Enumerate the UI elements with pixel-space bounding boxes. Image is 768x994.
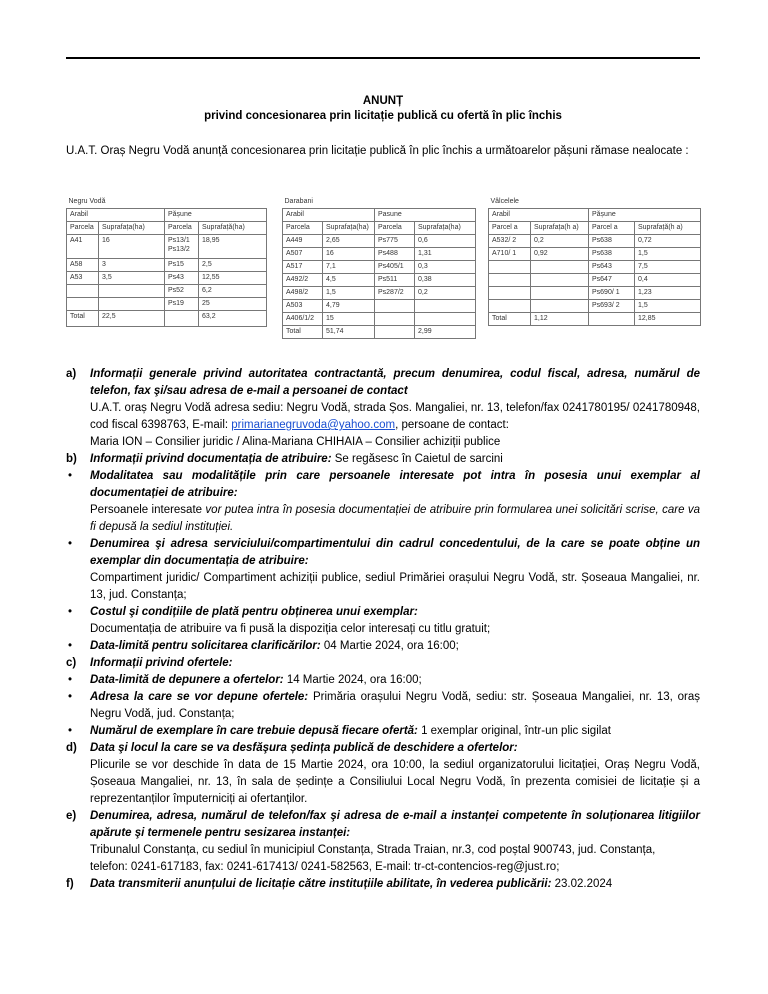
bullet-icon: •	[68, 674, 73, 686]
table-cell	[531, 300, 589, 313]
table-cell: A406/1/2	[283, 313, 323, 326]
table-header: Parcela	[67, 222, 99, 235]
table-cell	[415, 313, 476, 326]
table-row	[283, 248, 476, 261]
section-heading: Data-limită de depunere a ofertelor:	[90, 674, 284, 686]
table-cell: 1,5	[635, 300, 701, 313]
bullet-icon: •	[68, 640, 73, 652]
section-text: Plicurile se vor deschide în data de 15 Martie 2024, ora 10:00, la sediul organizatorului licitației, Oraș Negru Vodă, Șoseaua Mangaliei, nr. 13, în sala de ședințe a Consiliului Local Negru Vodă, în prezenta comisiei de licitație și a reprezentanților împuterniciți ai ofertanților.	[90, 759, 700, 805]
table-row	[67, 235, 267, 259]
table-cell: 6,2	[199, 285, 267, 298]
table-cell: Ps643	[589, 261, 635, 274]
table-cell: 1,5	[323, 287, 375, 300]
table-cell: Total	[489, 313, 531, 326]
section-text: 1 exemplar original, într-un plic sigilat	[417, 725, 611, 737]
section-heading: Data-limită pentru solicitarea clarificărilor:	[90, 640, 321, 652]
bullet-item	[66, 536, 700, 604]
table-cell: A58	[67, 259, 99, 272]
table-header: Parcel a	[589, 222, 635, 235]
section-text: U.A.T. oraș Negru Vodă adresa sediu: Negru Vodă, strada Șos. Mangaliei, nr. 13, telefon/fax 0241780195/ 0241780948, cod fiscal 6398763, E-mail:	[90, 402, 700, 431]
table-cell: 1,12	[531, 313, 589, 326]
section-heading: Denumirea, adresa, numărul de telefon/fax şi adresa de e-mail a instanței competente în soluționarea litigiilor apărute şi termenele pentru sesizarea instanței:	[90, 810, 700, 839]
contact-email-link[interactable]: primarianegruvoda@yahoo.com	[231, 419, 396, 431]
table-cell: Ps775	[375, 235, 415, 248]
announcement-body	[66, 366, 700, 893]
table-group-pasune: Pasune	[375, 209, 476, 222]
table-cell: 12,85	[635, 313, 701, 326]
table-header: Suprafața(h a)	[531, 222, 589, 235]
table-cell: A449	[283, 235, 323, 248]
table-cell: 25	[199, 298, 267, 311]
section-text: Compartiment juridic/ Compartiment achiziții publice, sediul Primăriei orașului Negru Vodă, str. Șoseaua Mangaliei, nr. 13, jud. Constanța;	[90, 572, 700, 601]
table-cell: Ps690/ 1	[589, 287, 635, 300]
table-cell: 2,99	[415, 326, 476, 339]
list-marker: e)	[66, 810, 77, 822]
parcels-table-darabani	[282, 196, 476, 339]
table-row	[283, 274, 476, 287]
table-cell: A41	[67, 235, 99, 259]
table-cell	[99, 285, 165, 298]
table-cell: Ps13/1 Ps13/2	[165, 235, 199, 259]
table-cell: 3	[99, 259, 165, 272]
bullet-item	[66, 638, 700, 655]
table-cell: 4,79	[323, 300, 375, 313]
table-cell	[531, 261, 589, 274]
table-group-arabil: Arabil	[283, 209, 375, 222]
section-text: Documentația de atribuire va fi pusă la dispoziția celor interesați cu titlu gratuit;	[90, 623, 491, 635]
table-header: Suprafața(ha)	[415, 222, 476, 235]
table-cell: 18,95	[199, 235, 267, 259]
table-cell: 4,5	[323, 274, 375, 287]
bullet-item	[66, 604, 700, 638]
section-text: Tribunalul Constanța, cu sediul în municipiul Constanța, Strada Traian, nr.3, cod poștal 900743, jud. Constanța,	[90, 844, 656, 856]
table-cell: 2,5	[199, 259, 267, 272]
parcels-table-negru-voda	[66, 196, 267, 327]
table-cell: 7,1	[323, 261, 375, 274]
section-text: Primăria orașului Negru Vodă, sediu: str. Șoseaua Mangaliei, nr. 13, oraș Negru Vodă, jud. Constanța;	[90, 691, 700, 720]
table-cell: 63,2	[199, 311, 267, 327]
table-cell	[67, 298, 99, 311]
table-group-pasune: Pășune	[165, 209, 267, 222]
list-marker: b)	[66, 453, 77, 465]
table-cell: 0,2	[415, 287, 476, 300]
table-location: Vâlcelele	[490, 198, 519, 205]
bullet-item	[66, 689, 700, 723]
table-cell	[375, 326, 415, 339]
table-cell: A507	[283, 248, 323, 261]
table-cell: 0,6	[415, 235, 476, 248]
section-text-italic: vor putea intra în posesia documentației de atribuire prin formularea unei solicitări scrise, care va fi depusă la sediul instituției.	[90, 504, 701, 533]
table-cell: 0,72	[635, 235, 701, 248]
table-cell	[489, 300, 531, 313]
contact-persons: Maria ION – Consilier juridic / Alina-Mariana CHIHAIA – Consilier achiziții publice	[90, 436, 501, 448]
table-cell: Ps43	[165, 272, 199, 285]
section-f	[66, 876, 700, 893]
section-text: Se regăsesc în Caietul de sarcini	[331, 453, 503, 465]
page-subtitle: privind concesionarea prin licitație publică cu ofertă în plic închis	[204, 110, 562, 122]
section-a	[66, 366, 700, 451]
bullet-item	[66, 723, 700, 740]
table-row	[489, 287, 701, 300]
table-cell: 16	[323, 248, 375, 261]
table-cell: Ps511	[375, 274, 415, 287]
section-heading: Informații privind ofertele:	[90, 657, 233, 669]
page-title: ANUNȚ	[362, 95, 404, 107]
table-cell: 16	[99, 235, 165, 259]
table-header: Parcela	[375, 222, 415, 235]
section-heading: Informații privind documentația de atribuire:	[90, 453, 332, 465]
table-cell	[165, 311, 199, 327]
table-cell: 51,74	[323, 326, 375, 339]
table-cell: Ps638	[589, 248, 635, 261]
section-text: , persoane de contact:	[395, 419, 509, 431]
table-cell: 22,5	[99, 311, 165, 327]
table-cell: Ps52	[165, 285, 199, 298]
table-cell: Ps638	[589, 235, 635, 248]
bullet-icon: •	[68, 470, 73, 482]
section-heading: Denumirea şi adresa serviciului/compartimentului din cadrul concedentului, de la care se poate obține un exemplar din documentația de atribuire:	[90, 538, 700, 567]
table-header: Suprafață(ha)	[199, 222, 267, 235]
table-cell: A53	[67, 272, 99, 285]
table-cell: Ps15	[165, 259, 199, 272]
bullet-icon: •	[68, 691, 73, 703]
table-row	[283, 326, 476, 339]
table-cell: A710/ 1	[489, 248, 531, 261]
table-row	[67, 272, 267, 285]
table-row	[489, 261, 701, 274]
table-row	[283, 300, 476, 313]
table-cell: Ps405/1	[375, 261, 415, 274]
parcels-table-valcelele	[488, 196, 701, 326]
table-cell: 0,38	[415, 274, 476, 287]
table-location: Darabani	[284, 198, 313, 205]
list-marker: a)	[66, 368, 77, 380]
section-text: 04 Martie 2024, ora 16:00;	[320, 640, 459, 652]
table-cell: 0,2	[531, 235, 589, 248]
table-cell: Ps287/2	[375, 287, 415, 300]
section-heading: Data transmiterii anunțului de licitație către instituțiile abilitate, în vederea publicării:	[90, 878, 552, 890]
bullet-item	[66, 672, 700, 689]
table-row	[67, 311, 267, 327]
table-header: Suprafață(h a)	[635, 222, 701, 235]
table-cell: A532/ 2	[489, 235, 531, 248]
table-cell	[415, 300, 476, 313]
table-cell	[67, 285, 99, 298]
section-heading: Data şi locul la care se va desfăşura ședința publică de deschidere a ofertelor:	[90, 742, 518, 754]
section-heading: Modalitatea sau modalitățile prin care persoanele interesate pot intra în posesia unui exemplar al documentației de atribuire:	[90, 470, 700, 499]
bullet-item	[66, 468, 700, 536]
table-cell	[589, 313, 635, 326]
table-cell: A503	[283, 300, 323, 313]
table-cell: 0,92	[531, 248, 589, 261]
section-d	[66, 740, 700, 808]
table-cell: Ps693/ 2	[589, 300, 635, 313]
table-cell: A498/2	[283, 287, 323, 300]
bullet-icon: •	[68, 538, 73, 550]
list-marker: f)	[66, 878, 74, 890]
section-e	[66, 808, 700, 876]
table-cell: Total	[283, 326, 323, 339]
section-text: telefon: 0241-617183, fax: 0241-617413/ 0241-582563, E-mail: tr-ct-contencios-reg@just.ro;	[90, 861, 560, 873]
section-heading: Informații generale privind autoritatea contractantă, precum denumirea, codul fiscal, adresa, numărul de telefon, fax şi/sau adresa de e-mail a persoanei de contact	[90, 368, 700, 397]
table-row	[283, 261, 476, 274]
table-row	[67, 259, 267, 272]
section-c	[66, 655, 700, 672]
table-cell: 7,5	[635, 261, 701, 274]
table-row	[489, 235, 701, 248]
table-cell	[531, 287, 589, 300]
table-row	[283, 287, 476, 300]
table-cell: 1,23	[635, 287, 701, 300]
table-row	[489, 300, 701, 313]
table-cell: A517	[283, 261, 323, 274]
table-cell: 0,3	[415, 261, 476, 274]
table-cell: 3,5	[99, 272, 165, 285]
table-group-pasune: Pășune	[589, 209, 701, 222]
section-b	[66, 451, 700, 468]
section-text: 14 Martie 2024, ora 16:00;	[283, 674, 422, 686]
list-marker: c)	[66, 657, 77, 669]
bullet-icon: •	[68, 606, 73, 618]
section-text: 23.02.2024	[551, 878, 613, 890]
table-location: Negru Vodă	[68, 198, 106, 205]
table-row	[283, 313, 476, 326]
table-row	[489, 313, 701, 326]
table-cell	[489, 261, 531, 274]
table-row	[489, 248, 701, 261]
table-cell: Ps19	[165, 298, 199, 311]
list-marker: d)	[66, 742, 77, 754]
table-row	[67, 285, 267, 298]
table-row	[489, 274, 701, 287]
table-header: Parcel a	[489, 222, 531, 235]
table-cell	[375, 300, 415, 313]
table-header: Suprafața(ha)	[99, 222, 165, 235]
table-cell: Total	[67, 311, 99, 327]
table-cell: 12,55	[199, 272, 267, 285]
table-group-arabil: Arabil	[489, 209, 589, 222]
table-cell: A492/2	[283, 274, 323, 287]
table-cell	[489, 274, 531, 287]
table-cell: Ps488	[375, 248, 415, 261]
table-cell: Ps647	[589, 274, 635, 287]
section-heading: Adresa la care se vor depune ofertele:	[90, 691, 309, 703]
table-row	[67, 298, 267, 311]
table-cell: 15	[323, 313, 375, 326]
table-header: Parcela	[283, 222, 323, 235]
table-cell: 1,5	[635, 248, 701, 261]
table-row	[283, 235, 476, 248]
bullet-icon: •	[68, 725, 73, 737]
intro-paragraph: U.A.T. Oraș Negru Vodă anunță concesionarea prin licitație publică în plic închis a următoarelor pășuni rămase nealocate :	[66, 145, 689, 157]
table-header: Suprafața(ha)	[323, 222, 375, 235]
section-heading: Costul şi condițiile de plată pentru obținerea unui exemplar:	[90, 606, 418, 618]
table-cell: 1,31	[415, 248, 476, 261]
header-rule	[66, 57, 700, 59]
table-cell	[489, 287, 531, 300]
table-cell	[531, 274, 589, 287]
table-header: Parcela	[165, 222, 199, 235]
table-group-arabil: Arabil	[67, 209, 165, 222]
section-heading: Numărul de exemplare în care trebuie depusă fiecare ofertă:	[90, 725, 418, 737]
table-cell: 2,65	[323, 235, 375, 248]
table-cell: 0,4	[635, 274, 701, 287]
table-cell	[375, 313, 415, 326]
section-text: Persoanele interesate	[90, 504, 206, 516]
table-cell	[99, 298, 165, 311]
